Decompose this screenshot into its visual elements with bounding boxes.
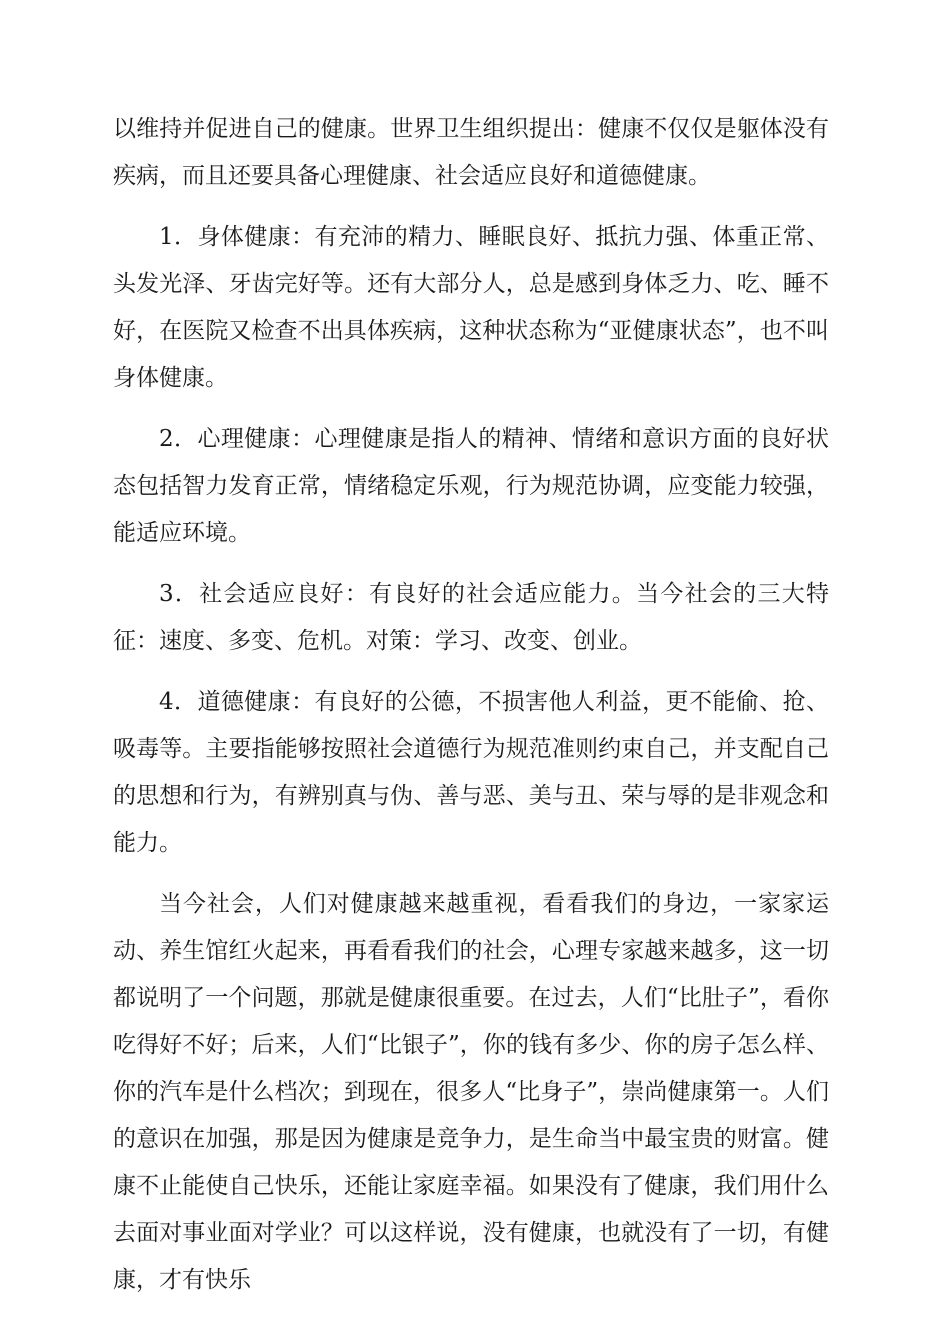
paragraph-social-adaptation: 3．社会适应良好：有良好的社会适应能力。当今社会的三大特征：速度、多变、危机。对策：学习、改变、创业。 xyxy=(113,581,829,654)
paragraph-physical-health: 1．身体健康：有充沛的精力、睡眠良好、抵抗力强、体重正常、头发光泽、牙齿完好等。还有大部分人，总是感到身体乏力、吃、睡不好，在医院又检查不出具体疾病，这种状态称为“亚健康状态”，也不叫身体健康。 xyxy=(113,224,829,391)
paragraph-mental-health: 2．心理健康：心理健康是指人的精神、情绪和意识方面的良好状态包括智力发育正常，情绪稳定乐观，行为规范协调，应变能力较强，能适应环境。 xyxy=(113,426,829,546)
paragraph-moral-health: 4．道德健康：有良好的公德，不损害他人利益，更不能偷、抢、吸毒等。主要指能够按照社会道德行为规范准则约束自己，并支配自己的思想和行为，有辨别真与伪、善与恶、美与丑、荣与辱的是非观念和能力。 xyxy=(113,689,829,856)
paragraph-closing: 当今社会，人们对健康越来越重视，看看我们的身边，一家家运动、养生馆红火起来，再看看我们的社会，心理专家越来越多，这一切都说明了一个问题，那就是健康很重要。在过去，人们“比肚子”，看你吃得好不好；后来，人们“比银子”，你的钱有多少、你的房子怎么样、你的汽车是什么档次；到现在，很多人“比身子”，崇尚健康第一。人们的意识在加强，那是因为健康是竞争力，是生命当中最宝贵的财富。健康不止能使自己快乐，还能让家庭幸福。如果没有了健康，我们用什么去面对事业面对学业？可以这样说，没有健康，也就没有了一切，有健康，才有快乐 xyxy=(113,891,829,1293)
document-body xyxy=(113,106,829,1318)
paragraph-intro: 以维持并促进自己的健康。世界卫生组织提出：健康不仅仅是躯体没有疾病，而且还要具备心理健康、社会适应良好和道德健康。 xyxy=(113,116,829,189)
